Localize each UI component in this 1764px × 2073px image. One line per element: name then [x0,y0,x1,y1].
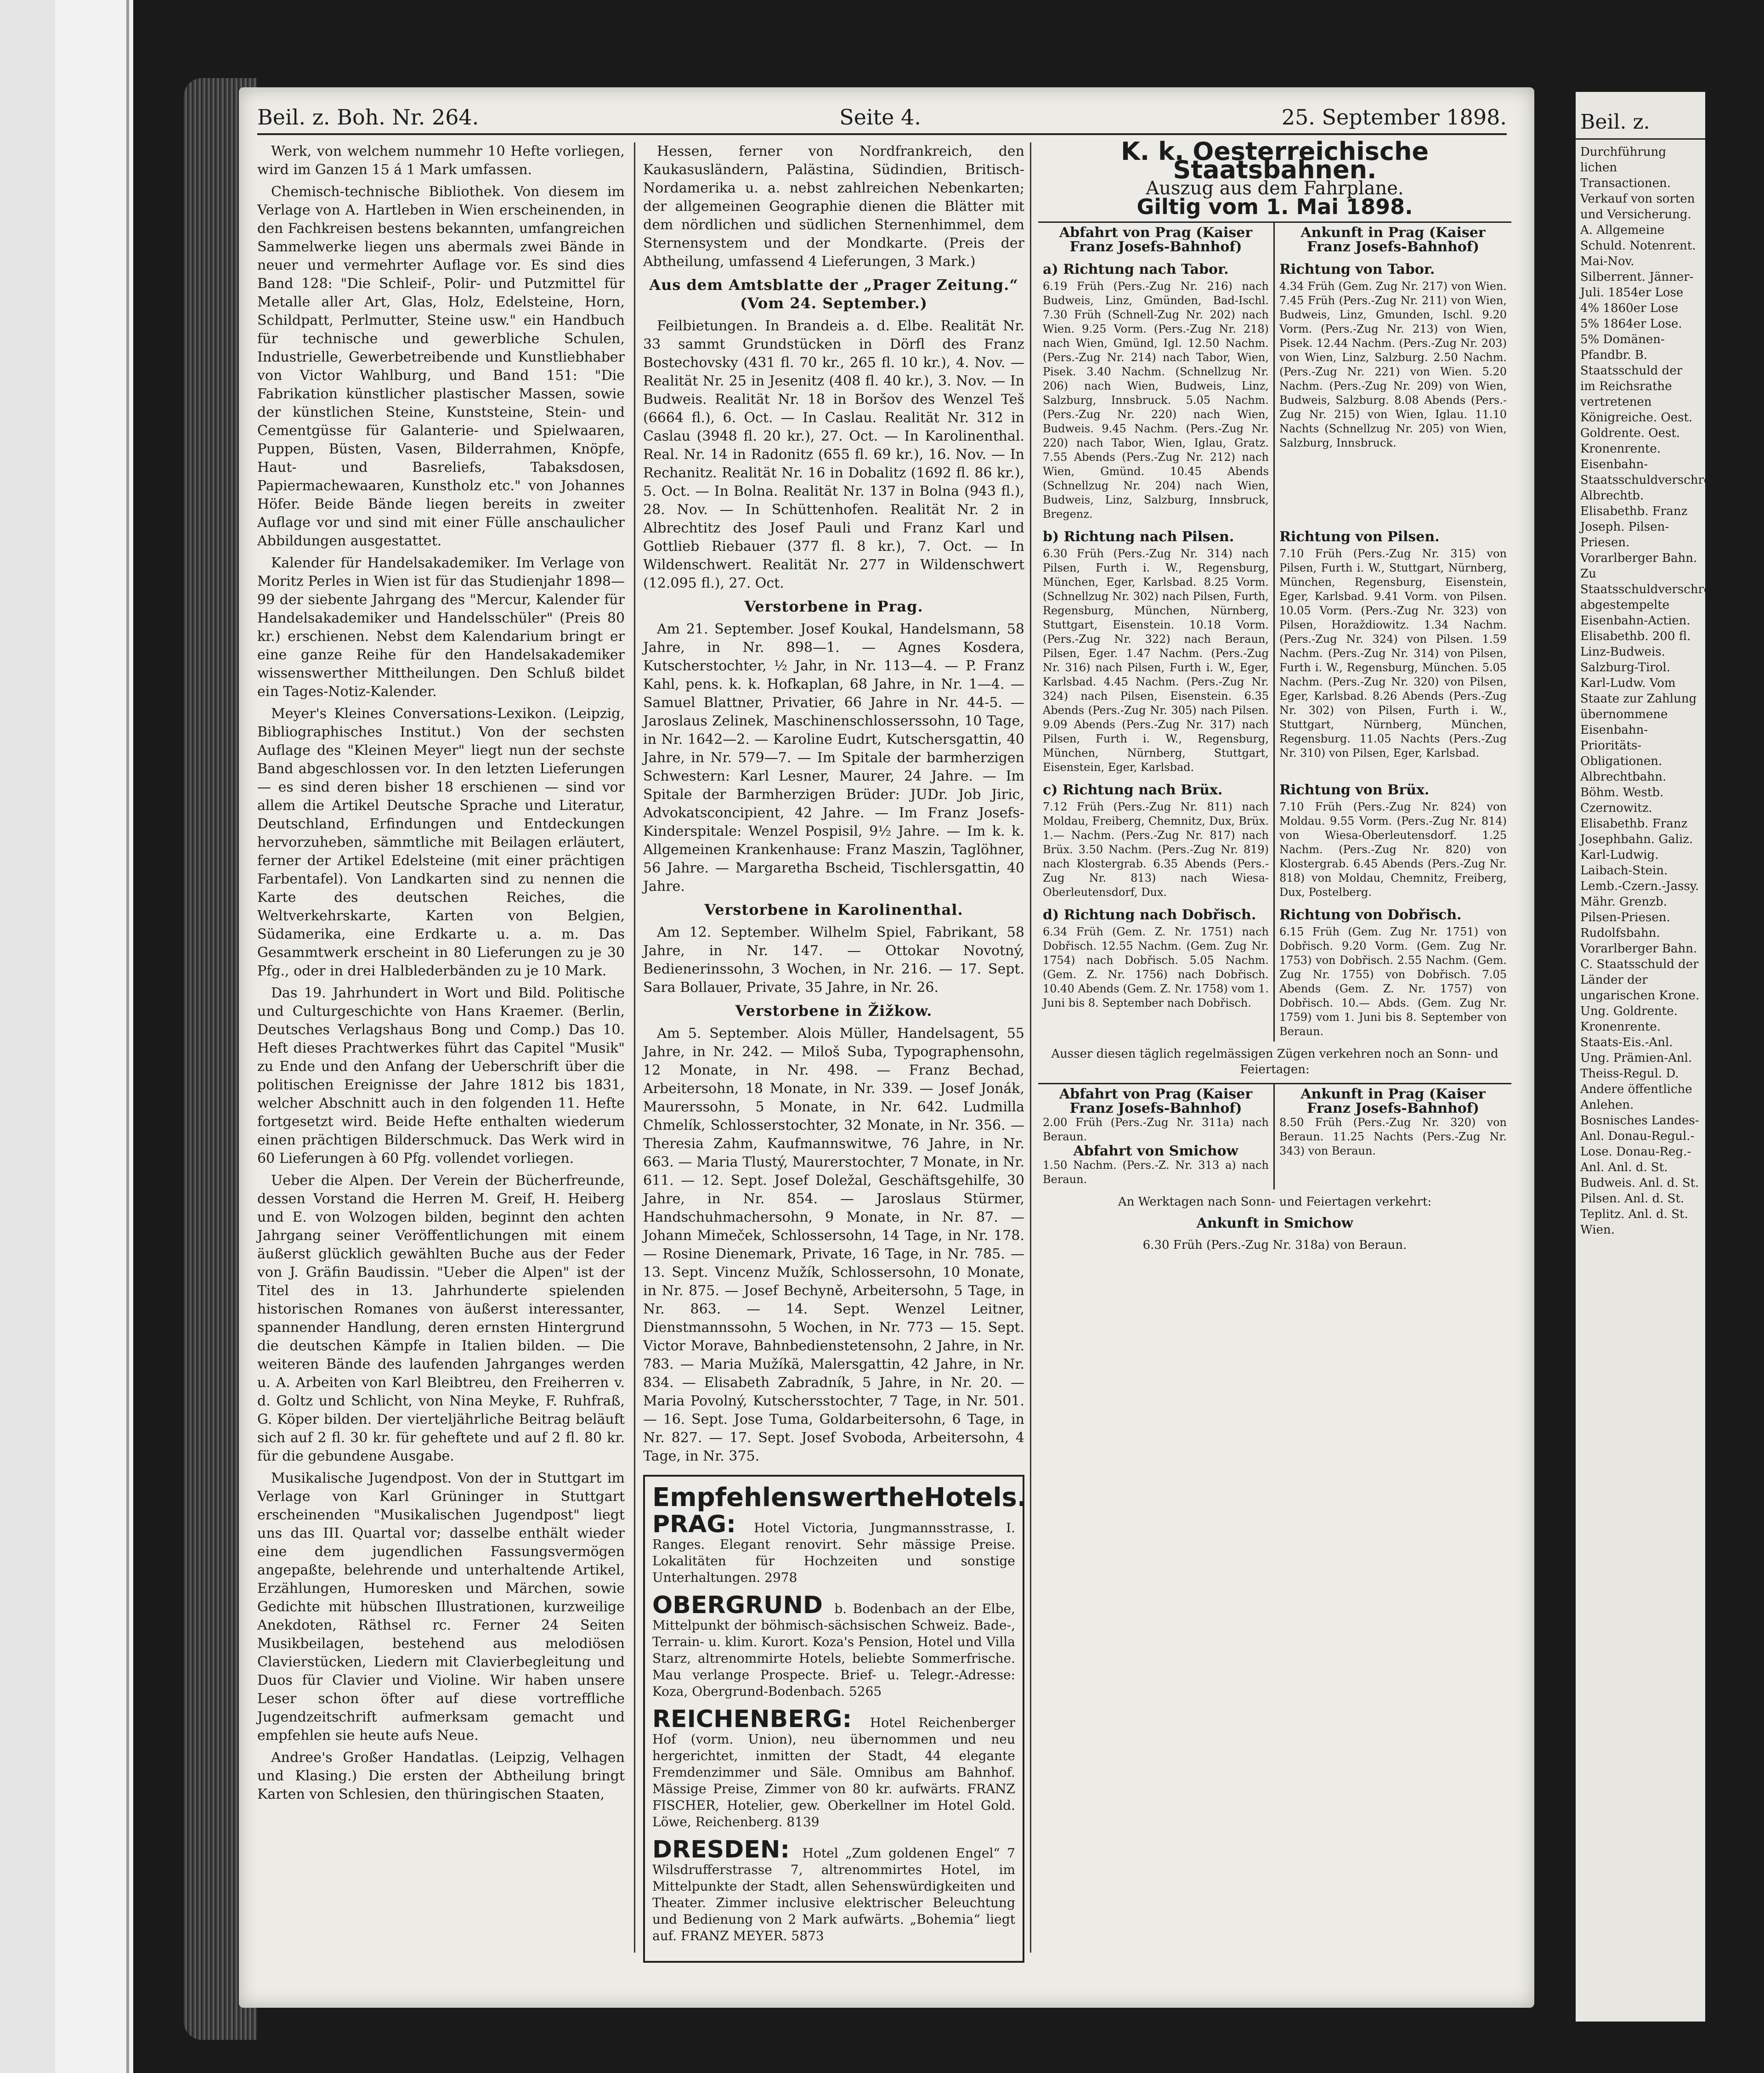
review-paragraph: Chemisch-technische Bibliothek. Von diesem im Verlage von A. Hartleben in Wien erscheinenden, in den Fachkreisen bestens bekannten, umfangreichen Sammelwerke liegen uns abermals zwei Bände in neuer und vermehrter Auflage vor. Es sind dies Band 128: "Die Schleif-, Polir- und Putzmittel für Metalle aller Art, Glas, Holz, Edelsteine, Horn, Schildpatt, Perlmutter, Steine usw." ein Handbuch für technische und gewerbliche Schulen, Industrielle, Gewerbetreibende und Kunstliebhaber von Victor Wahlburg, und Band 151: "Die Fabrikation künstlicher plastischer Massen, sowie der künstlichen Steine, Kunststeine, Stein- und Cementgüsse für Galanterie- und Spielwaaren, Puppen, Büsten, Vasen, Bilderrahmen, Knöpfe, Haut- und Basreliefs, Tabaksdosen, Papiermachewaaren, Kunstholz etc." von Johannes Höfer. Beide Bände liegen bereits in zweiter Auflage vor und sind mit einer Fülle anschaulicher Abbildungen ausgestattet. [257,184,625,549]
section-title-amtsblatt: Aus dem Amtsblatte der „Prager Zeitung.“ (Vom 24. September.) [649,276,1018,312]
text-paragraph: Am 5. September. Alois Müller, Handelsagent, 55 Jahre, in Nr. 242. — Miloš Suba, Typographensohn, 12 Monate, in Nr. 498. — Franz Bechad, Arbeitersohn, 18 Monate, in Nr. 339. — Josef Jonák, Maurerssohn, 5 Monate, in Nr. 642. Ludmilla Chmelík, Schlosserstochter, 32 Monate, in Nr. 356. — Theresia Zahm, Kaufmannswitwe, 76 Jahre, in Nr. 663. — Maria Tlustý, Maurerstochter, 7 Monate, in Nr. 611. — 12. Sept. Josef Doležal, Geschäftsgehilfe, 30 Jahre, in Nr. 854. — Jaroslaus Stürmer, Handschuhmachersohn, 9 Monate, in Nr. 87. — Johann Mimeček, Schlossersohn, 14 Tage, in Nr. 178. — Rosine Dienemark, Private, 16 Tage, in Nr. 785. — 13. Sept. Vincenz Mužík, Schlossersohn, 10 Monate, in Nr. 875. — Josef Bechyně, Arbeitersohn, 5 Tage, in Nr. 863. — 14. Sept. Wenzel Leitner, Dienstmannssohn, 5 Wochen, in Nr. 773 — 15. Sept. Victor Morave, Bahnbedienstetensohn, 2 Jahre, in Nr. 783. — Maria Mužíkä, Malersgattin, 42 Jahre, in Nr. 834. — Elisabeth Zabradník, 5 Jahre, in Nr. 20. — Maria Povolný, Kutschersstochter, 7 Tage, in Nr. 501. — 16. Sept. Jose Tuma, Goldarbeitersohn, 6 Tage, in Nr. 827. — 17. Sept. Josef Svoboda, Arbeitersohn, 4 Tage, in Nr. 375. [643,1025,1024,1464]
timetable-head-departure: Abfahrt von Prag (Kaiser Franz Josefs-Bahnhof) [1059,1086,1253,1116]
route-schedule: 7.10 Früh (Pers.-Zug Nr. 315) von Pilsen, Furth i. W., Stuttgart, Nürnberg, München, Regensburg, Eisenstein, Eger, Karlsbad. 9.41 Vorm. von Pilsen. 10.05 Vorm. (Pers.-Zug Nr. 323) von Pilsen, Horaždiowitz. 1.34 Nachm. (Pers.-Zug Nr. 324) von Pilsen. 1.59 Nachm. (Pers.-Zug Nr. 314) von Pilsen, Furth i. W., Regensburg, München. 5.05 Nachm. (Pers.-Zug Nr. 320) von Pilsen, Eger, Karlsbad. 8.26 Abends (Pers.-Zug Nr. 302) von Pilsen, Furth i. W., Stuttgart, Nürnberg, München, Regensburg. 11.05 Nachts (Pers.-Zug Nr. 310) von Pilsen, Eger, Karlsbad. [1279,547,1507,759]
timetable-head-smichow-departure: Abfahrt von Smichow [1073,1143,1238,1159]
review-paragraph: Ueber die Alpen. Der Verein der Bücherfreunde, dessen Vorstand die Herren M. Greif, H. Heiberg und E. von Wolzogen bilden, beginnt den achten Jahrgang seiner Veröffentlichungen mit einem äußerst glücklich gewählten Buche aus der Feder von J. Gräfin Baudissin. "Ueber die Alpen" ist der Titel des in 13. Jahrhunderte spielenden historischen Romanes von äußerst interessanter, spannender Handlung, deren ernsten Hintergrund die deutschen Kämpfe in Italien bilden. — Die weiteren Bände des laufenden Jahrganges werden u. A. Arbeiten von Karl Bleibtreu, den Freiherren v. d. Goltz und Schlicht, von Nina Meyke, F. Ruhfraß, G. Köper bilden. Der vierteljährliche Beitrag beläuft sich auf 2 fl. 30 kr. für geheftete und auf 2 fl. 80 kr. für die gebundene Ausgabe. [257,1172,625,1464]
timetable-cell [1038,223,1275,257]
hotel-ad-text: Hotel Reichenberger Hof (vorm. Union), neu übernommen und neu hergerichtet, inmitten der Stadt, 44 elegante Fremdenzimmer und Säle. Omnibus am Bahnhof. Mässige Preise, Zimmer von 80 kr. aufwärts. FRANZ FISCHER, Hotelier, gew. Oberkellner im Hotel Gold. Löwe, Reichenberg. 8139 [652,1715,1016,1829]
timetable-note: Ausser diesen täglich regelmässigen Zügen verkehren noch an Sonn- und Feiertagen: [1051,1047,1498,1076]
timetable-head-departure: Abfahrt von Prag (Kaiser Franz Josefs-Bahnhof) [1059,225,1253,255]
timetable-cell [1275,902,1511,1042]
scan-margin-left [0,0,133,2073]
adjacent-page-header: Beil. z. [1576,92,1705,140]
timetable-cell [1275,524,1511,777]
hotel-ad [652,1592,1015,1700]
timetable-cell [1275,1084,1511,1189]
timetable-cell [1038,257,1275,524]
column-literature [257,142,625,1953]
scan-margin-strip [0,0,55,2073]
timetable-head-smichow-arrival: Ankunft in Smichow [1196,1215,1353,1231]
adjacent-page [1576,92,1764,2022]
review-paragraph: Musikalische Jugendpost. Von der in Stuttgart im Verlage von Karl Grüninger in Stuttgart erscheinenden "Musikalischen Jugendpost" liegt uns das III. Quartal vor; dasselbe enthält wieder eine dem jugendlichen Fassungsvermögen angepaßte, belehrende und unterhaltende Artikel, Erzählungen, Humoresken und Märchen, sowie Gedichte mit hübschen Illustrationen, kurzweilige Anekdoten, Räthsel rc. Ferner 24 Seiten Musikbeilagen, bestehend aus melodiösen Clavierstücken, Liedern mit Clavierbegleitung und Duos für Clavier und Violine. Wir haben unsere Leser schon öfter auf diese vortreffliche Jugendzeitschrift aufmerksam gemacht und empfehlen sie heute aufs Neue. [257,1470,625,1744]
route-title: Richtung von Dobřisch. [1279,907,1462,923]
hotel-ads-box [643,1475,1027,1963]
hotel-ad [652,1511,1015,1586]
newspaper-page [239,87,1534,2008]
route-schedule: 6.15 Früh (Gem. Zug Nr. 1751) von Dobřisch. 9.20 Vorm. (Gem. Zug Nr. 1753) von Dobřisch. 2.55 Nachm. (Gem. Zug Nr. 1755) von Dobřisch. 7.05 Abends (Gem. Z. Nr. 1757) von Dobřisch. 10.— Abds. (Gem. Zug Nr. 1759) vom 1. Juni bis 8. September von Beraun. [1279,925,1507,1038]
scan-margin-edge [126,0,129,2073]
route-title: Richtung von Brüx. [1279,782,1430,798]
route-title: Richtung von Pilsen. [1279,529,1440,545]
hotel-ad-text: Hotel Victoria, Jungmannsstrasse, I. Ranges. Elegant renovirt. Sehr mässige Preise. Lokalitäten für Hochzeiten und sonstige Unterhaltungen. 2978 [652,1520,1015,1585]
route-title: Richtung von Tabor. [1279,261,1435,278]
timetable-cell [1275,777,1511,902]
timetable-head-arrival: Ankunft in Prag (Kaiser Franz Josefs-Bahnhof) [1300,1086,1486,1116]
railway-title: K. k. Oesterreichische Staatsbahnen. [1120,137,1429,184]
hotel-ad-city: DRESDEN: [652,1836,790,1863]
timetable-cell [1038,777,1275,902]
review-paragraph: Andree's Großer Handatlas. (Leipzig, Velhagen und Klasing.) Die ersten der Abtheilung bringt Karten von Schlesien, den thüringischen Staaten, [257,1750,625,1802]
timetable-cell [1275,257,1511,524]
route-title: c) Richtung nach Brüx. [1043,782,1223,798]
section-title-zizkow: Verstorbene in Žižkow. [735,1002,933,1020]
route-schedule: 7.10 Früh (Pers.-Zug Nr. 824) von Moldau. 9.55 Vorm. (Pers.-Zug Nr. 814) von Wiesa-Oberleutensdorf. 1.25 Nachm. (Pers.-Zug Nr. 820) von Klostergrab. 6.45 Abends (Pers.-Zug Nr. 818) von Moldau, Chemnitz, Freiberg, Dux, Postelberg. [1279,800,1507,899]
text-paragraph: Am 21. September. Josef Koukal, Handelsmann, 58 Jahre, in Nr. 898—1. — Agnes Kosdera, Kutscherstochter, ½ Jahr, in Nr. 113—4. — P. Franz Kahl, pens. k. k. Hofkaplan, 68 Jahre, in Nr. 1—4. — Samuel Blattner, Privatier, 66 Jahre in Nr. 44-5. — Jaroslaus Zelinek, Maschinenschlosserssohn, 10 Tage, in Nr. 1642—2. — Karoline Eudrt, Kutschersgattin, 40 Jahre, in Nr. 579—7. — Im Spitale der barmherzigen Schwestern: Karl Lesner, Maurer, 24 Jahre. — Im Spitale der Barmherzigen Brüder: JUDr. Job Jiric, Advokatsconcipient, 42 Jahre. — Im Franz Josefs-Kinderspitale: Wenzel Pospisil, 9½ Jahre. — Im k. k. Allgemeinen Krankenhause: Franz Maszin, Taglöhner, 56 Jahre. — Margaretha Bscheid, Tischlersgattin, 40 Jahre. [643,621,1024,895]
hotel-ad-city: OBERGRUND [652,1592,823,1619]
timetable-cell [1038,1084,1275,1189]
review-paragraph: Meyer's Kleines Conversations-Lexikon. (Leipzig, Bibliographisches Institut.) Von der sechsten Auflage des "Kleinen Meyer" liegt nun der sechste Band abgeschlossen vor. In den letzten Lieferungen — es sind deren bisher 18 erschienen — sind vor allem die Artikel Deutsche Sprache und Literatur, Deutschland, Erfindungen und Entdeckungen hervorzuheben, sämmtliche mit Beilagen erläutert, ferner der Artikel Edelsteine (mit einer prächtigen Farbentafel). Von Landkarten sind zu nennen die Karte des deutschen Reiches, die Weltverkehrskarte, Karten von Belgien, Südamerika, eine Erdkarte u. a. m. Das Gesammtwerk erscheint in 80 Lieferungen zu je 30 Pfg., oder in drei Halblederbänden zu je 10 Mark. [257,706,625,979]
column-railway-timetable [1038,137,1511,1953]
hotel-ad [652,1705,1016,1830]
adjacent-page-text: Durchführung lichen Transactionen. Verkauf von sorten und Versicherung. A. Allgemeine Schuld. Notenrent. Mai-Nov. Silberrent. Jänner-Juli. 1854er Lose 4% 1860er Lose 5% 1864er Lose. 5% Domänen-Pfandbr. B. Staatsschuld der im Reichsrathe vertretenen Königreiche. Oest. Goldrente. Oest. Kronenrente. Eisenbahn-Staatsschuldverschreibungen. Albrechtb. Elisabethb. Franz Joseph. Pilsen-Priesen. Vorarlberger Bahn. Zu Staatsschuldverschreibungen abgestempelte Eisenbahn-Actien. Elisabethb. 200 fl. Linz-Budweis. Salzburg-Tirol. Karl-Ludw. Vom Staate zur Zahlung übernommene Eisenbahn-Prioritäts-Obligationen. Albrechtbahn. Böhm. Westb. Czernowitz. Elisabethb. Franz Josephbahn. Galiz. Karl-Ludwig. Laibach-Stein. Lemb.-Czern.-Jassy. Mähr. Grenzb. Pilsen-Priesen. Rudolfsbahn. Vorarlberger Bahn. C. Staatsschuld der Länder der ungarischen Krone. Ung. Goldrente. Kronenrente. Staats-Eis.-Anl. Ung. Prämien-Anl. Theiss-Regul. D. Andere öffentliche Anlehen. Bosnisches Landes-Anl. Donau-Regul.-Lose. Donau-Reg.-Anl. Anl. d. St. Budweis. Anl. d. St. Pilsen. Anl. d. St. Teplitz. Anl. d. St. Wien. [1580,145,1764,1237]
header-date: 25. September 1898. [1281,105,1507,130]
route-schedule: 6.34 Früh (Gem. Z. Nr. 1751) nach Dobřisch. 12.55 Nachm. (Gem. Zug Nr. 1754) nach Dobřisch. 5.05 Nachm. (Gem. Z. Nr. 1756) nach Dobřisch. 10.40 Abends (Gem. Z. Nr. 1758) vom 1. Juni bis 8. September nach Dobřisch. [1043,925,1269,1009]
hotel-ad [652,1836,1015,1944]
text-paragraph: Feilbietungen. In Brandeis a. d. Elbe. Realität Nr. 33 sammt Grundstücken in Dörfl des Franz Bostechovsky (431 fl. 70 kr., 265 fl. 10 kr.), 4. Nov. — Realität Nr. 25 in Jesenitz (408 fl. 40 kr.), 3. Nov. — In Budweis. Realität Nr. 18 in Boršov des Wenzel Teš (6664 fl.), 6. Oct. — In Caslau. Realität Nr. 312 in Caslau (3948 fl. 20 kr.), 27. Oct. — In Karolinenthal. Real. Nr. 14 in Radonitz (655 fl. 69 kr.), 16. Nov. — In Rechanitz. Realität Nr. 16 in Dobalitz (1692 fl. 86 kr.), 5. Oct. — In Bolna. Realität Nr. 137 in Bolna (943 fl.), 28. Nov. — In Schüttenhofen. Realität Nr. 2 in Albrechtitz des Josef Pauli und Franz Karl und Gottlieb Riebauer (377 fl. 8 kr.), 7. Oct. — In Wildenschwert. Realität Nr. 277 in Wildenschwert (12.095 fl.), 27. Oct. [643,318,1024,591]
route-schedule: 6.30 Früh (Pers.-Zug Nr. 314) nach Pilsen, Furth i. W., Regensburg, München, Eger, Karlsbad. 8.25 Vorm. (Schnellzug Nr. 302) nach Pilsen, Furth, Regensburg, München, Nürnberg, Stuttgart, Eisenstein. 10.18 Vorm. (Pers.-Zug Nr. 322) nach Beraun, Pilsen, Eger. 1.47 Nachm. (Pers.-Zug Nr. 316) nach Pilsen, Furth i. W., Eger, Karlsbad. 4.45 Nachm. (Pers.-Zug Nr. 324) nach Pilsen, Eisenstein. 6.35 Abends (Pers.-Zug Nr. 305) nach Pilsen. 9.09 Abends (Pers.-Zug Nr. 317) nach Pilsen, Furth i. W., Regensburg, München, Nürnberg, Stuttgart, Eisenstein, Eger, Karlsbad. [1043,547,1269,774]
hotel-ad-text: Hotel „Zum goldenen Engel“ 7 Wilsdrufferstrasse 7, altrenommirtes Hotel, im Mittelpunkte der Stadt, allen Sehenswürdigkeiten und Theater. Zimmer inclusive elektrischer Beleuchtung und Bedienung von 2 Mark aufwärts. „Bohemia“ liegt auf. FRANZ MEYER. 5873 [652,1846,1015,1943]
section-title-prag: Verstorbene in Prag. [744,598,923,615]
timetable-grid [1038,221,1511,1042]
timetable-cell [1275,223,1511,257]
route-title: a) Richtung nach Tabor. [1043,261,1229,278]
route-schedule: 1.50 Nachm. (Pers.-Z. Nr. 313 a) nach Beraun. [1043,1159,1269,1186]
route-schedule: 8.50 Früh (Pers.-Zug Nr. 320) von Beraun. 11.25 Nachts (Pers.-Zug Nr. 343) von Beraun. [1279,1116,1507,1157]
column-rule-2 [1030,142,1031,1953]
section-title-karolinenthal: Verstorbene in Karolinenthal. [704,901,963,918]
route-schedule: 2.00 Früh (Pers.-Zug Nr. 311a) nach Beraun. [1043,1116,1269,1143]
column-notices [643,142,1027,1953]
review-paragraph: Das 19. Jahrhundert in Wort und Bild. Politische und Culturgeschichte von Hans Kraemer. (Berlin, Deutsches Verlagshaus Bong und Comp.) Das 10. Heft dieses Prachtwerkes führt das Capitel "Musik" zu Ende und den Anfang der Ueberschrift über die politischen Ereignisse der Jahre 1812 bis 1831, welcher Abschnitt auch in den folgenden 11. Hefte fortgesetzt wird. Beide Hefte enthalten wiederum einen prächtigen Bilderschmuck. Das Werk wird in 60 Lieferungen à 60 Pfg. vollendet vorliegen. [257,985,625,1167]
hotel-ad-city: REICHENBERG: [652,1705,852,1733]
review-paragraph: Kalender für Handelsakademiker. Im Verlage von Moritz Perles in Wien ist für das Studienjahr 1898—99 der siebente Jahrgang des "Mercur, Kalender für Handelsakademiker und Handelsschüler" (Preis 80 kr.) erschienen. Nebst dem Kalendarium bringt er eine ganze Reihe für den Handelsakademiker wissenswerther Mittheilungen. Den Schluß bildet ein Tages-Notiz-Kalender. [257,555,625,700]
hotel-ad-city: PRAG: [652,1511,736,1538]
column-rule-1 [634,142,635,1953]
timetable-note: An Werktagen nach Sonn- und Feiertagen verkehrt: [1118,1195,1432,1209]
timetable-head-arrival: Ankunft in Prag (Kaiser Franz Josefs-Bahnhof) [1300,225,1486,255]
route-title: d) Richtung nach Dobřisch. [1043,907,1256,923]
hotel-ad-text: b. Bodenbach an der Elbe, Mittelpunkt der böhmisch-sächsischen Schweiz. Bade-, Terrain- u. klim. Kurort. Koza's Pension, Hotel und Villa Starz, altrenommirte Hotels, beliebte Sommerfrische. Mau verlange Prospecte. Brief- u. Telegr.-Adresse: Koza, Obergrund-Bodenbach. 5265 [652,1601,1015,1699]
route-schedule: 6.30 Früh (Pers.-Zug Nr. 318a) von Beraun. [1142,1238,1407,1252]
route-schedule: 6.19 Früh (Pers.-Zug Nr. 216) nach Budweis, Linz, Gmünden, Bad-Ischl. 7.30 Früh (Schnell-Zug Nr. 202) nach Wien. 9.25 Vorm. (Pers.-Zug Nr. 218) nach Wien, Gmünd, Igl. 12.50 Nachm. (Pers.-Zug Nr. 214) nach Tabor, Wien, Pisek. 3.40 Nachm. (Schnellzug Nr. 206) nach Wien, Budweis, Linz, Salzburg, Innsbruck. 5.05 Nachm. (Pers.-Zug Nr. 220) nach Wien, Budweis. 9.45 Nachm. (Pers.-Zug Nr. 220) nach Tabor, Wien, Iglau, Gratz. 7.55 Abends (Pers.-Zug Nr. 212) nach Wien, Gmünd. 10.45 Abends (Schnellzug Nr. 204) nach Wien, Budweis, Linz, Salzburg, Innsbruck, Bregenz. [1043,280,1269,521]
railway-subtitle: Auszug aus dem Fahrplane. [1146,178,1404,199]
railway-validity: Giltig vom 1. Mai 1898. [1136,194,1413,219]
header-page-number: Seite 4. [839,105,921,130]
route-schedule: 4.34 Früh (Gem. Zug Nr. 217) von Wien. 7.45 Früh (Pers.-Zug Nr. 211) von Wien, Budweis, Linz, Gmunden, Ischl. 9.20 Vorm. (Pers.-Zug Nr. 213) von Wien, Pisek. 12.44 Nachm. (Pers.-Zug Nr. 203) von Wien, Linz, Salzburg. 2.50 Nachm. (Pers.-Zug Nr. 221) von Wien. 5.20 Nachm. (Pers.-Zug Nr. 209) von Wien, Budweis, Salzburg. 8.08 Abends (Pers.-Zug Nr. 215) von Wien, Iglau. 11.10 Nachts (Schnellzug Nr. 205) von Wien, Salzburg, Innsbruck. [1279,280,1507,449]
timetable-extra-grid [1038,1083,1511,1189]
timetable-cell [1038,524,1275,777]
timetable-cell [1038,902,1275,1042]
text-paragraph: Hessen, ferner von Nordfrankreich, den Kaukasusländern, Palästina, Südindien, Britisch-Nordamerika u. a. nebst zahlreichen Nebenkarten; der allgemeinen Geographie dienen die Blätter mit dem nördlichen und südlichen Sternenhimmel, dem Sternensystem und der Mondkarte. (Preis der Abtheilung, umfassend 4 Lieferungen, 3 Mark.) [643,143,1024,270]
route-schedule: 7.12 Früh (Pers.-Zug Nr. 811) nach Moldau, Freiberg, Chemnitz, Dux, Brüx. 1.— Nachm. (Pers.-Zug Nr. 817) nach Brüx. 3.50 Nachm. (Pers.-Zug Nr. 819) nach Klostergrab. 6.35 Abends (Pers.-Zug Nr. 813) nach Wiesa-Oberleutensdorf, Dux. [1043,800,1269,899]
hotel-ads-title: EmpfehlenswertheHotels. [652,1483,1027,1512]
review-paragraph: Werk, von welchem nummehr 10 Hefte vorliegen, wird im Ganzen 15 á 1 Mark umfassen. [257,143,625,178]
page-header [257,101,1507,135]
text-paragraph: Am 12. September. Wilhelm Spiel, Fabrikant, 58 Jahre, in Nr. 147. — Ottokar Novotný, Bedienerinssohn, 3 Wochen, in Nr. 216. — 17. Sept. Sara Bollauer, Private, 35 Jahre, in Nr. 26. [643,924,1024,996]
header-issue: Beil. z. Boh. Nr. 264. [257,105,479,130]
route-title: b) Richtung nach Pilsen. [1043,529,1234,545]
